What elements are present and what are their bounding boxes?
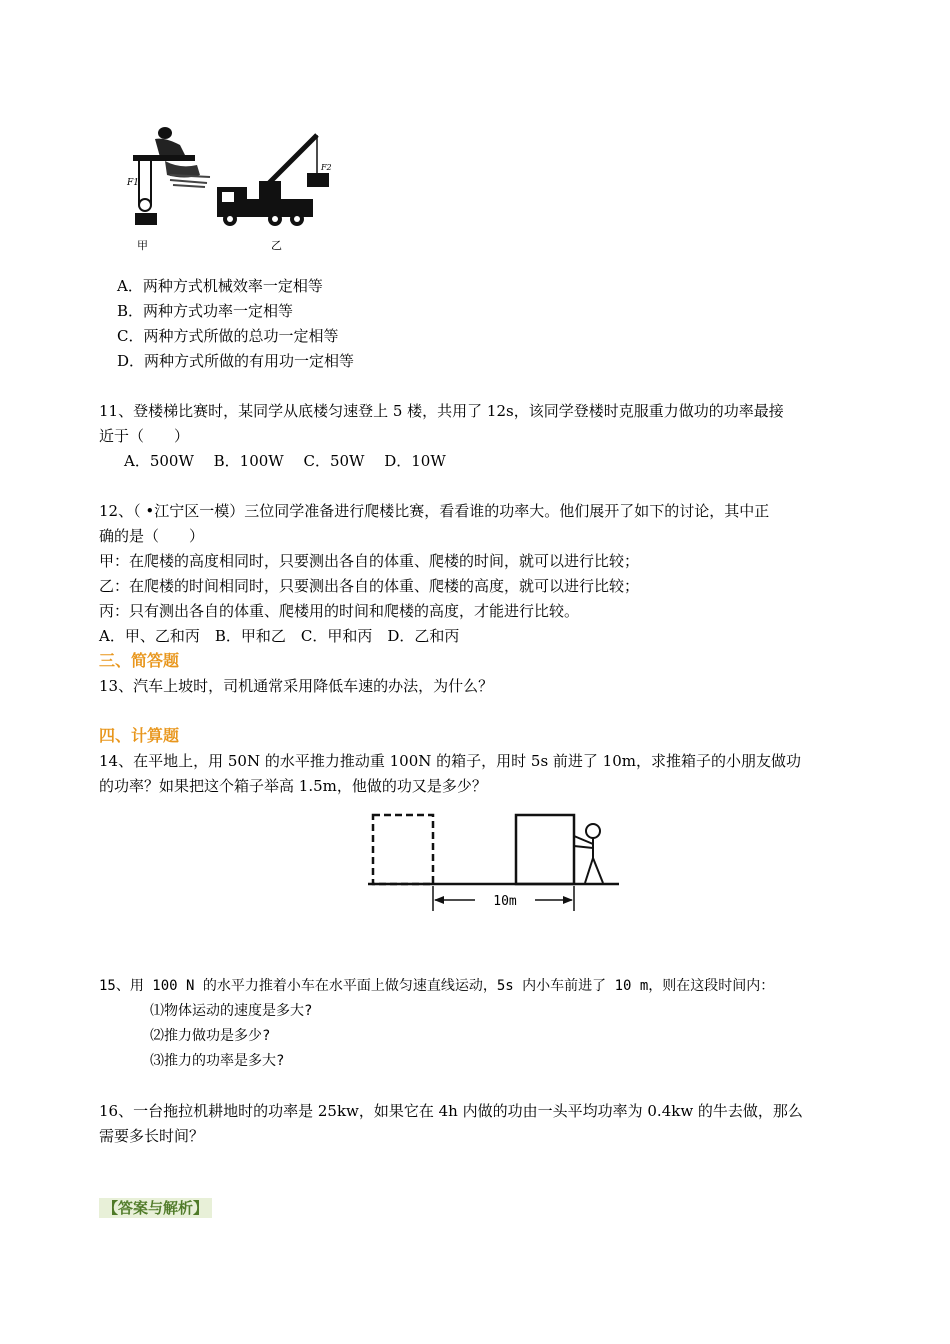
q12-yi: 乙：在爬楼的时间相同时，只要测出各自的体重、爬楼的高度，就可以进行比较； bbox=[99, 577, 640, 595]
label-yi: 乙 bbox=[271, 239, 282, 252]
q12-jia: 甲：在爬楼的高度相同时，只要测出各自的体重、爬楼的时间，就可以进行比较； bbox=[99, 552, 640, 570]
q12-bing: 丙：只有测出各自的体重、爬楼用的时间和爬楼的高度，才能进行比较。 bbox=[99, 602, 580, 620]
distance-label: 10m bbox=[493, 894, 517, 909]
q10-option-b: B．两种方式功率一定相等 bbox=[117, 302, 294, 320]
q11-line1: 11、登楼梯比赛时，某同学从底楼匀速登上 5 楼，共用了 12s，该同学登楼时克服重力做功的功率最接 bbox=[99, 402, 784, 420]
q10-option-d: D．两种方式所做的有用功一定相等 bbox=[117, 352, 355, 370]
q10-option-c: C．两种方式所做的总功一定相等 bbox=[117, 327, 339, 345]
figure-pulley-crane bbox=[125, 125, 340, 255]
label-f1: F1 bbox=[127, 178, 139, 188]
figure-box-push bbox=[365, 812, 627, 914]
q16-line1: 16、一台拖拉机耕地时的功率是 25kw，如果它在 4h 内做的功由一头平均功率为 0.4kw 的牛去做，那么 bbox=[99, 1102, 803, 1120]
q16-line2: 需要多长时间？ bbox=[99, 1127, 205, 1145]
q15-sub3: ⑶推力的功率是多大? bbox=[150, 1053, 285, 1069]
label-f2: F2 bbox=[321, 163, 332, 172]
q15-line1: 15、用 100 N 的水平力推着小车在水平面上做匀速直线运动，5s 内小车前进了 10 m，则在这段时间内： bbox=[99, 978, 775, 994]
q12-options: A．甲、乙和丙 B．甲和乙 C．甲和丙 D．乙和丙 bbox=[99, 627, 460, 645]
pulley-diagram bbox=[133, 127, 210, 225]
q10-option-a: A．两种方式机械效率一定相等 bbox=[117, 277, 323, 295]
q11-options: A．500W B．100W C．50W D．10W bbox=[124, 452, 446, 470]
q14-line1: 14、在平地上，用 50N 的水平推力推动重 100N 的箱子，用时 5s 前进了 10m，求推箱子的小朋友做功 bbox=[99, 752, 801, 770]
section-heading-calculation: 四、计算题 bbox=[99, 726, 180, 745]
q13-text: 13、汽车上坡时，司机通常采用降低车速的办法，为什么？ bbox=[99, 677, 494, 695]
q15-sub1: ⑴物体运动的速度是多大? bbox=[150, 1003, 313, 1019]
crane-truck bbox=[217, 135, 329, 226]
answer-heading: 【答案与解析】 bbox=[99, 1198, 212, 1218]
stick-figure-person bbox=[574, 824, 603, 883]
q12-line1: 12、（ •江宁区一模）三位同学准备进行爬楼比赛，看看谁的功率大。他们展开了如下的讨论，其中正 bbox=[99, 502, 770, 520]
q15-sub2: ⑵推力做功是多少? bbox=[150, 1028, 271, 1044]
label-jia: 甲 bbox=[137, 239, 148, 252]
q14-line2: 的功率？如果把这个箱子举高 1.5m，他做的功又是多少？ bbox=[99, 777, 487, 795]
q12-line2: 确的是（ ） bbox=[99, 527, 205, 545]
q11-line2: 近于（ ） bbox=[99, 427, 190, 445]
section-heading-short-answer: 三、简答题 bbox=[99, 651, 180, 670]
